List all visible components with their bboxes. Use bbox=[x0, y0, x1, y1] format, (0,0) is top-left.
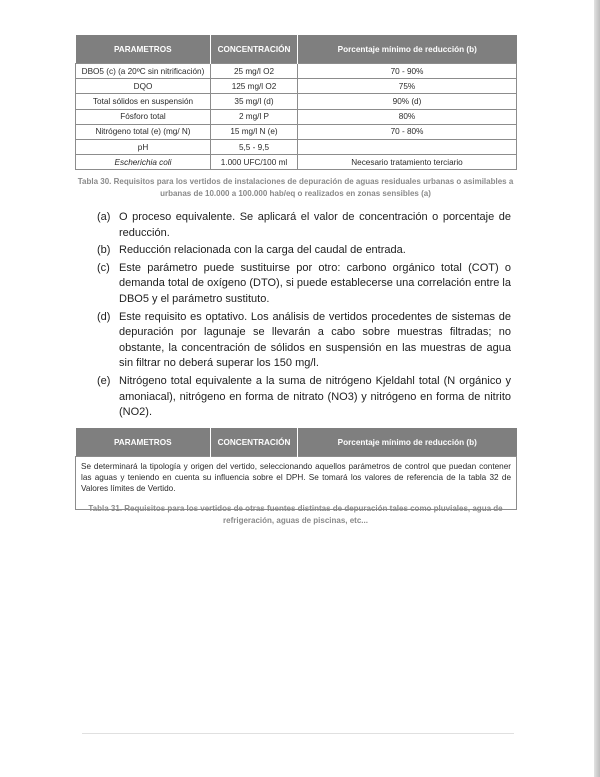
table-cell: Fósforo total bbox=[76, 109, 211, 124]
table-cell: Nitrógeno total (e) (mg/ N) bbox=[76, 124, 211, 139]
table-cell: 35 mg/l (d) bbox=[211, 94, 298, 109]
table-row bbox=[76, 124, 517, 139]
table-cell: 2 mg/l P bbox=[211, 109, 298, 124]
table-cell: pH bbox=[76, 139, 211, 154]
table-row bbox=[76, 94, 517, 109]
footnote-text: Nitrógeno total equivalente a la suma de nitrógeno Kjeldahl total (N orgánico y amoniacal), nitrógeno en forma de nitrato (NO3) y nitrógeno en forma de nitrito (NO2). bbox=[119, 374, 511, 419]
table-cell: Total sólidos en suspensión bbox=[76, 94, 211, 109]
table-cell: 80% bbox=[298, 109, 517, 124]
table-description-cell: Se determinará la tipología y origen del vertido, seleccionando aquellos parámetros de control que puedan contener las aguas y teniendo en cuenta su influencia sobre el DPH. Se tomará los valores de referencia de la tabla 32 de Valores límites de Vertido. bbox=[76, 457, 517, 510]
table-row bbox=[76, 155, 517, 170]
table-cell: DBO5 (c) (a 20ºC sin nitrificación) bbox=[76, 64, 211, 79]
footnote-text: Este requisito es optativo. Los análisis de vertidos procedentes de sistemas de depuración por lagunaje se llevarán a cabo sobre muestras filtradas; no obstante, la concentración de sólidos en suspensión en las muestras de agua sin filtrar no deberá superar los 150 mg/l. bbox=[119, 310, 511, 370]
footer-divider bbox=[82, 733, 514, 734]
footnote-item bbox=[97, 374, 511, 421]
header-concentracion: CONCENTRACIÓN bbox=[211, 35, 298, 64]
table-row bbox=[76, 457, 517, 510]
caption-line: refrigeración, aguas de piscinas, etc... bbox=[223, 515, 368, 525]
requirements-table-31 bbox=[75, 428, 517, 510]
footnote-item bbox=[97, 210, 511, 241]
footnote-text: Reducción relacionada con la carga del caudal de entrada. bbox=[119, 244, 406, 257]
table-31-caption bbox=[75, 503, 516, 526]
table-row bbox=[76, 64, 517, 79]
table-header-row bbox=[76, 35, 517, 64]
caption-line: urbanas de 10.000 a 100.000 hab/eq o realizados en zonas sensibles (a) bbox=[160, 188, 431, 198]
table-row bbox=[76, 109, 517, 124]
table-cell: Necesario tratamiento terciario bbox=[298, 155, 517, 170]
table-cell: 75% bbox=[298, 79, 517, 94]
footnote-text: Este parámetro puede sustituirse por otro: carbono orgánico total (COT) o demanda total de oxígeno (DTO), si puede establecerse una correlación entre la DBO5 y el parámetro sustituto. bbox=[119, 261, 511, 305]
table-cell bbox=[298, 139, 517, 154]
table-cell: 70 - 90% bbox=[298, 64, 517, 79]
table-cell: 5,5 - 9,5 bbox=[211, 139, 298, 154]
table-header-row bbox=[76, 428, 517, 457]
table-cell: 90% (d) bbox=[298, 94, 517, 109]
page-edge bbox=[594, 0, 600, 777]
table-row bbox=[76, 79, 517, 94]
table-row bbox=[76, 139, 517, 154]
footnote-marker: (d) bbox=[97, 310, 111, 323]
header-parametros: PARAMETROS bbox=[76, 35, 211, 64]
table-cell: 1.000 UFC/100 ml bbox=[211, 155, 298, 170]
requirements-table-30 bbox=[75, 35, 517, 170]
header-concentracion: CONCENTRACIÓN bbox=[211, 428, 298, 457]
table-cell: 70 - 80% bbox=[298, 124, 517, 139]
table-cell: DQO bbox=[76, 79, 211, 94]
caption-line: Tabla 31. Requisitos para los vertidos de otras fuentes distintas de depuración tales como pluviales, agua de bbox=[88, 504, 503, 513]
header-reduccion: Porcentaje mínimo de reducción (b) bbox=[298, 35, 517, 64]
footnote-marker: (c) bbox=[97, 261, 110, 274]
footnote-marker: (b) bbox=[97, 244, 111, 257]
table-cell: Escherichia coli bbox=[76, 155, 211, 170]
footnote-item bbox=[97, 310, 511, 372]
footnote-item bbox=[97, 261, 511, 308]
header-reduccion: Porcentaje mínimo de reducción (b) bbox=[298, 428, 517, 457]
footnote-marker: (a) bbox=[97, 211, 111, 223]
table-cell: 125 mg/l O2 bbox=[211, 79, 298, 94]
footnote-text: O proceso equivalente. Se aplicará el valor de concentración o porcentaje de reducción. bbox=[119, 211, 511, 239]
footnotes-list bbox=[97, 210, 511, 423]
footnote-item bbox=[97, 243, 511, 259]
footnote-marker: (e) bbox=[97, 374, 111, 387]
caption-line: Tabla 30. Requisitos para los vertidos de instalaciones de depuración de aguas residuales urbanas o asimilables a bbox=[77, 177, 514, 186]
table-30-caption bbox=[75, 176, 516, 199]
table-cell: 15 mg/l N (e) bbox=[211, 124, 298, 139]
header-parametros: PARAMETROS bbox=[76, 428, 211, 457]
table-cell: 25 mg/l O2 bbox=[211, 64, 298, 79]
